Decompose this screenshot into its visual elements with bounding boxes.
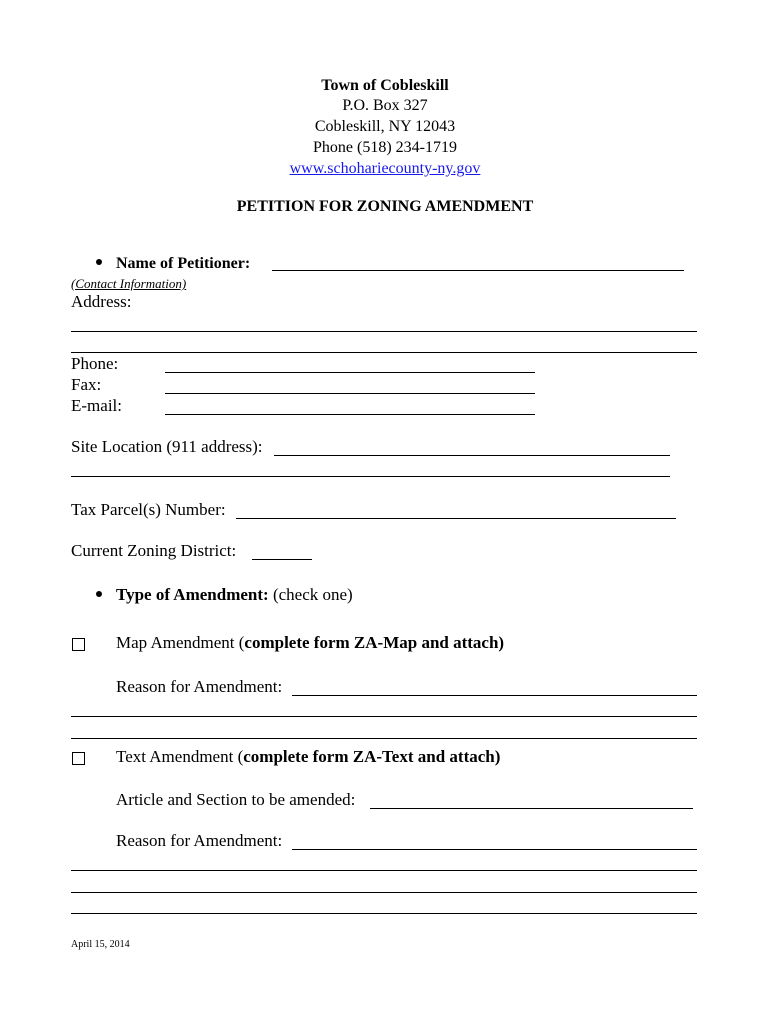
zoning-district-label: Current Zoning District: (71, 541, 237, 560)
email-label: E-mail: (71, 396, 122, 415)
website-link[interactable]: www.schohariecounty-ny.gov (289, 160, 481, 177)
zoning-district-field[interactable] (252, 559, 312, 560)
article-section-label: Article and Section to be amended: (116, 790, 356, 809)
site-location-label: Site Location (911 address): (71, 437, 263, 456)
bullet-icon (96, 591, 102, 597)
address-field-line-1[interactable] (71, 331, 697, 332)
map-amendment-checkbox[interactable] (72, 638, 85, 651)
address-field-line-2[interactable] (71, 352, 697, 353)
city-line: Cobleskill, NY 12043 (314, 118, 456, 135)
address-label: Address: (71, 292, 132, 311)
amendment-type-label: Type of Amendment: (check one) (96, 585, 353, 605)
text-reason-field-line-2[interactable] (71, 870, 697, 871)
petitioner-name-label: Name of Petitioner: (96, 254, 250, 274)
phone-field[interactable] (165, 372, 535, 373)
footer-date: April 15, 2014 (71, 939, 130, 950)
phone-label: Phone: (71, 354, 119, 373)
text-amendment-label: Text Amendment (complete form ZA-Text and attach) (116, 747, 501, 766)
map-amendment-label: Map Amendment (complete form ZA-Map and attach) (116, 633, 505, 652)
text-reason-field[interactable] (292, 849, 697, 850)
bullet-icon (96, 259, 102, 265)
article-section-field[interactable] (370, 808, 693, 809)
fax-label: Fax: (71, 375, 102, 394)
site-location-field-line-2[interactable] (71, 476, 670, 477)
contact-info-label: (Contact Information) (71, 276, 187, 291)
map-reason-label: Reason for Amendment: (116, 677, 283, 696)
text-reason-label: Reason for Amendment: (116, 831, 283, 850)
tax-parcel-field[interactable] (236, 518, 676, 519)
map-reason-field[interactable] (292, 695, 697, 696)
page-title: PETITION FOR ZONING AMENDMENT (236, 198, 534, 215)
text-reason-field-line-3[interactable] (71, 892, 697, 893)
org-name: Town of Cobleskill (321, 77, 449, 94)
text-reason-field-line-4[interactable] (71, 913, 697, 914)
text-amendment-checkbox[interactable] (72, 752, 85, 765)
petitioner-name-field[interactable] (272, 270, 684, 271)
map-reason-field-line-3[interactable] (71, 738, 697, 739)
map-reason-field-line-2[interactable] (71, 716, 697, 717)
fax-field[interactable] (165, 393, 535, 394)
po-box: P.O. Box 327 (342, 97, 428, 114)
email-field[interactable] (165, 414, 535, 415)
phone-line: Phone (518) 234-1719 (313, 139, 457, 156)
tax-parcel-label: Tax Parcel(s) Number: (71, 500, 226, 519)
site-location-field[interactable] (274, 455, 670, 456)
